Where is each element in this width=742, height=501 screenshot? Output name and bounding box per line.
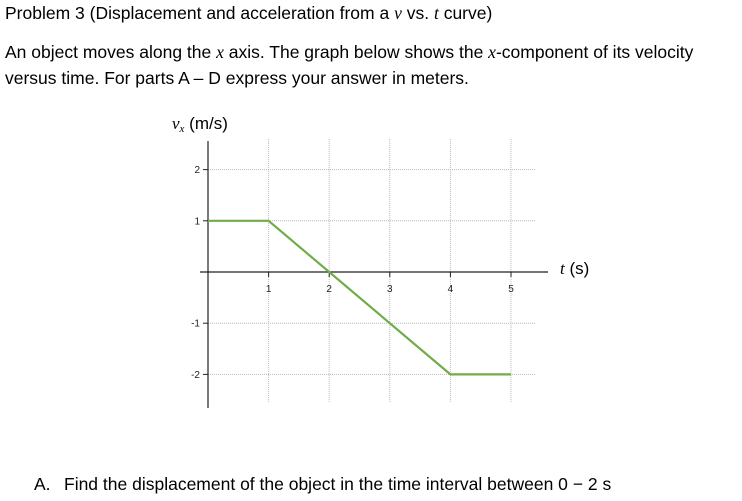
y-tick-label: 1	[194, 216, 200, 228]
x-tick-label: 5	[508, 284, 514, 295]
x-tick-label: 3	[387, 284, 393, 295]
y-tick-label: -1	[191, 318, 200, 330]
intro-symbol-x2: x	[488, 42, 496, 62]
x-tick-label: 1	[265, 284, 272, 295]
velocity-series-line	[208, 221, 511, 375]
y-tick-label: 2	[194, 165, 200, 177]
part-a-text: Find the displacement of the object in the time interval between 0 − 2 s	[64, 474, 612, 494]
chart-axes	[200, 141, 548, 408]
chart-series	[208, 221, 511, 375]
title-text-2: curve)	[438, 3, 493, 23]
intro-symbol-x1: x	[216, 42, 224, 62]
part-a-label: A.	[34, 474, 51, 494]
chart-grid	[208, 139, 535, 403]
x-tick-label: 4	[447, 284, 454, 295]
title-text-vs: vs.	[401, 3, 434, 23]
intro-text-c: -component of its velocity	[495, 42, 694, 62]
part-a-question	[34, 474, 611, 495]
intro-text-b: axis. The graph below shows the	[223, 42, 489, 62]
x-tick-label: 2	[326, 284, 332, 295]
intro-text-a: An object moves along the	[5, 42, 217, 62]
y-tick-label: -2	[191, 369, 200, 381]
y-axis-label: vx (m/s)	[172, 114, 228, 135]
chart-ticks	[191, 165, 514, 381]
title-symbol-v: v	[394, 3, 402, 23]
x-axis-label: t (s)	[560, 259, 590, 278]
title-text-1: Problem 3 (Displacement and acceleration from a	[5, 3, 395, 23]
title-symbol-t: t	[433, 3, 439, 23]
problem-intro-line-2: versus time. For parts A – D express your answer in meters.	[5, 68, 469, 88]
